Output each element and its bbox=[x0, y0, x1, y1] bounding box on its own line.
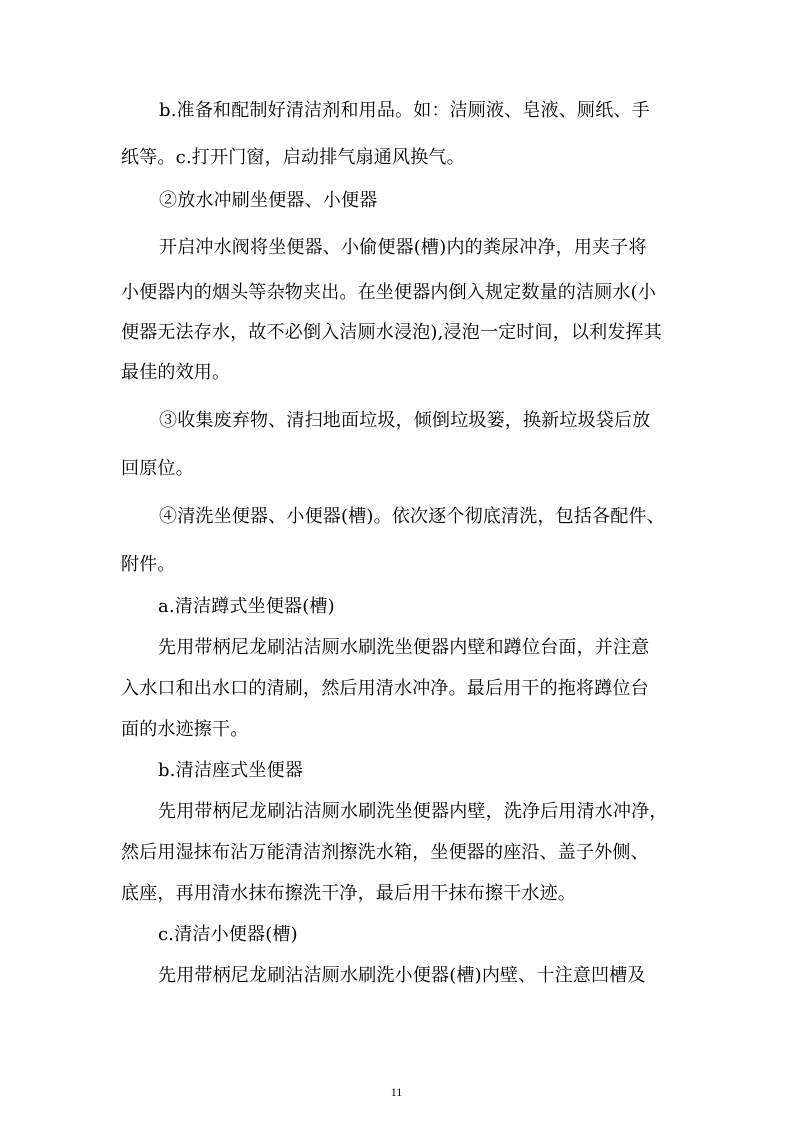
text-line: c.清洁小便器(槽) bbox=[158, 924, 298, 945]
text-line: 先用带柄尼龙刷沾洁厕水刷洗小便器(槽)内壁、十注意凹槽及 bbox=[158, 965, 646, 986]
text-line: 先用带柄尼龙刷沾洁厕水刷洗坐便器内壁和蹲位台面，并注意 bbox=[158, 637, 650, 658]
text-line: 纸等。c.打开门窗，启动排气扇通风换气。 bbox=[121, 147, 465, 168]
text-line: ④清洗坐便器、小便器(槽)。依次逐个彻底清洗，包括各配件、 bbox=[159, 506, 665, 527]
text-line: 开启冲水阀将坐便器、小偷便器(槽)内的粪尿冲净，用夹子将 bbox=[159, 237, 647, 258]
text-line: 便器无法存水，故不必倒入洁厕水浸泡),浸泡一定时间，以利发挥其 bbox=[121, 322, 662, 343]
text-line: 底座，再用清水抹布擦洗干净，最后用干抹布擦干水迹。 bbox=[121, 883, 576, 904]
text-line: b.清洁座式坐便器 bbox=[158, 760, 304, 781]
text-line: 回原位。 bbox=[121, 458, 194, 479]
text-line: ②放水冲刷坐便器、小便器 bbox=[159, 190, 378, 211]
text-line: 小便器内的烟头等杂物夹出。在坐便器内倒入规定数量的洁厕水(小 bbox=[121, 282, 657, 303]
text-line: a.清洁蹲式坐便器(槽) bbox=[158, 596, 335, 617]
page-number: 11 bbox=[390, 1085, 403, 1099]
text-line: 然后用湿抹布沾万能清洁剂擦洗水箱，坐便器的座沿、盖子外侧、 bbox=[121, 842, 649, 863]
text-line: 先用带柄尼龙刷沾洁厕水刷洗坐便器内壁，洗净后用清水冲净， bbox=[158, 801, 668, 822]
text-line: 附件。 bbox=[121, 554, 176, 575]
text-line: 面的水迹擦干。 bbox=[121, 719, 249, 740]
text-line: 入水口和出水口的清刷，然后用清水冲净。最后用干的拖将蹲位台 bbox=[121, 678, 649, 699]
text-line: ③收集废弃物、清扫地面垃圾，倾倒垃圾篓，换新垃圾袋后放 bbox=[159, 410, 651, 431]
text-line: 最佳的效用。 bbox=[121, 362, 231, 383]
text-line: b.准备和配制好清洁剂和用品。如：洁厕液、皂液、厕纸、手 bbox=[159, 100, 650, 121]
